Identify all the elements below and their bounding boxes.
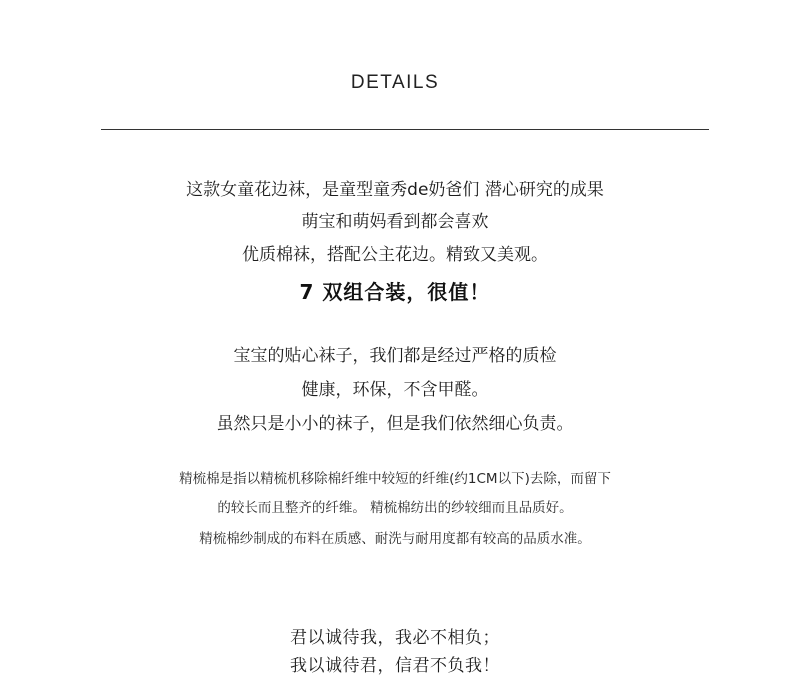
material-info-line: 精梳棉纱制成的布料在质感、耐洗与耐用度都有较高的品质水准。: [199, 531, 591, 547]
material-info-line: 精梳棉是指以精梳机移除棉纤维中较短的纤维(约1CM以下)去除，而留下: [179, 471, 611, 487]
package-highlight: 7 双组合装，很值！: [299, 280, 491, 304]
care-line: 健康，环保，不含甲醛。: [301, 380, 489, 400]
page-title: DETAILS: [350, 72, 440, 93]
care-line: 宝宝的贴心袜子，我们都是经过严格的质检: [233, 346, 557, 366]
care-line: 虽然只是小小的袜子，但是我们依然细心负责。: [216, 414, 574, 434]
title-divider: [101, 129, 709, 130]
motto-line: 君以诚待我，我必不相负；: [290, 628, 500, 648]
material-info-line: 的较长而且整齐的纤维。 精梳棉纺出的纱较细而且品质好。: [217, 500, 573, 516]
intro-line: 优质棉袜，搭配公主花边。精致又美观。: [242, 245, 548, 265]
intro-line: 萌宝和萌妈看到都会喜欢: [301, 212, 489, 232]
intro-line: 这款女童花边袜，是童型童秀de奶爸们 潜心研究的成果: [186, 180, 604, 200]
motto-line: 我以诚待君，信君不负我！: [290, 656, 500, 676]
